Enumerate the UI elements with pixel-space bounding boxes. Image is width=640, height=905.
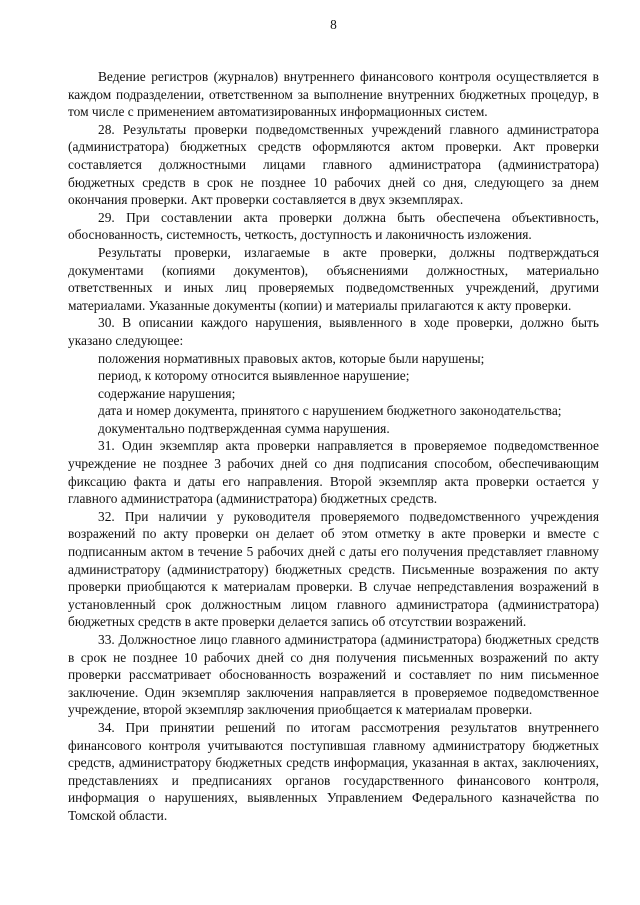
paragraph-31: 31. Один экземпляр акта проверки направляется в проверяемое подведомственное учреждение не позднее 3 рабочих дней со дня подписания способом, обеспечивающим фиксацию факта и даты его направления. Второй экземпляр акта проверки остается у главного администратора (администратора) бюджетных средств.: [68, 438, 599, 507]
paragraph-33: 33. Должностное лицо главного администратора (администратора) бюджетных средств в срок не позднее 10 рабочих дней со дня получения письменных возражений по акту проверки рассматривает обоснованность возражений и составляет по ним письменное заключение. Один экземпляр заключения направляется в проверяемое подведомственное учреждение, второй экземпляр заключения приобщается к материалам проверки.: [68, 632, 599, 718]
page-number: 8: [330, 17, 337, 32]
list-item-document: дата и номер документа, принятого с нарушением бюджетного законодательства;: [98, 403, 562, 419]
paragraph-29: 29. При составлении акта проверки должна быть обеспечена объективность, обоснованность, системность, четкость, доступность и лаконичность изложения.: [68, 209, 599, 243]
list-item-content: содержание нарушения;: [98, 385, 236, 401]
paragraph-30: 30. В описании каждого нарушения, выявленного в ходе проверки, должно быть указано следующее:: [68, 315, 599, 348]
paragraph-28: 28. Результаты проверки подведомственных учреждений главного администратора (администратора) бюджетных средств оформляются актом проверки. Акт проверки составляется должностными лицами главного администратора (администратора) бюджетных средств в срок не позднее 10 рабочих дней со дня, следующего за днем окончания проверки. Акт проверки составляется в двух экземплярах.: [68, 121, 599, 208]
paragraph-results: Результаты проверки, излагаемые в акте проверки, должны подтверждаться документами (копиями документов), объяснениями должностных, материально ответственных и иных лиц проверяемых подведомственных учреждений, другими материалами. Указанные документы (копии) и материалы прилагаются к акту проверки.: [68, 244, 599, 313]
list-item-amount: документально подтвержденная сумма нарушения.: [98, 420, 390, 436]
list-item-provisions: положения нормативных правовых актов, которые были нарушены;: [98, 350, 485, 366]
paragraph-32: 32. При наличии у руководителя проверяемого подведомственного учреждения возражений по акту проверки он делает об этом отметку в акте проверки и вместе с подписанным актом в течение 5 рабочих дней с даты его получения представляет главному администратору (администратору) бюджетных средств. Письменные возражения по акту проверки приобщаются к материалам проверки. В случае непредставления возражений в установленный срок должностным лицом главного администратора (администратора) бюджетных средств в акте проверки делается запись об отсутствии возражений.: [68, 508, 599, 630]
list-item-period: период, к которому относится выявленное нарушение;: [98, 368, 410, 384]
document-page: [68, 16, 599, 825]
paragraph-registers: Ведение регистров (журналов) внутреннего финансового контроля осуществляется в каждом подразделении, ответственном за выполнение внутренних бюджетных процедур, в том числе с применением автоматизированных информационных систем.: [68, 69, 599, 120]
paragraph-34: 34. При принятии решений по итогам рассмотрения результатов внутреннего финансового контроля учитываются поступившая главному администратору бюджетных средств, администратору бюджетных средств информация, указанная в актах, заключениях, представлениях и предписаниях органов государственного финансового контроля, информация о нарушениях, выявленных Управлением Федерального казначейства по Томской области.: [68, 719, 599, 823]
